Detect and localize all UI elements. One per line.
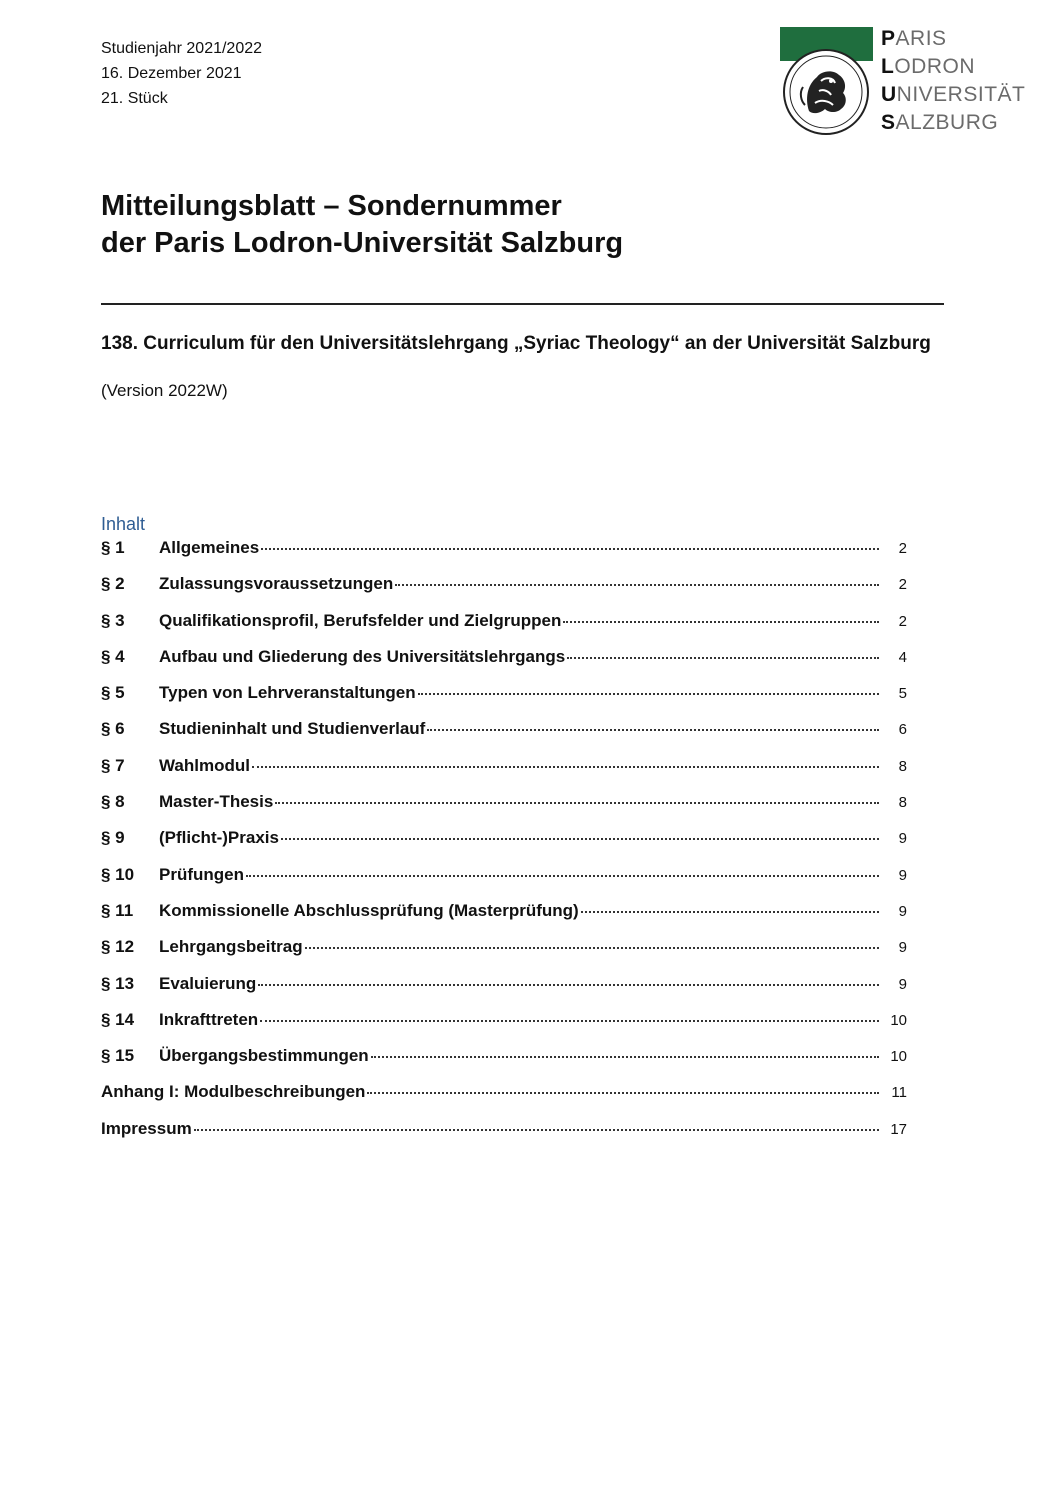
toc-entry-number: § 12 (101, 937, 135, 957)
logo-word-4: SALZBURG (881, 111, 999, 134)
toc-entry-page: 9 (898, 866, 907, 884)
toc-entry-title: Master-Thesis (159, 792, 274, 812)
toc-entry-page: 8 (898, 757, 907, 775)
logo-wordmark (881, 25, 1025, 137)
toc-entry-title: Kommissionelle Abschlussprüfung (Masterprüfung) (159, 900, 579, 920)
lion-seal-icon (781, 47, 871, 137)
toc-entry-title: Anhang I: Modulbeschreibungen (101, 1082, 366, 1102)
logo-word-3: UNIVERSITÄT (881, 83, 1026, 106)
toc-entry-number: § 4 (101, 646, 125, 666)
toc-entry-title: Impressum (101, 1118, 192, 1138)
toc-dot-leader (252, 766, 879, 768)
toc-entry[interactable] (101, 538, 907, 574)
toc-entry[interactable] (101, 1119, 907, 1155)
toc-dot-leader (427, 729, 879, 731)
toc-dot-leader (258, 984, 879, 986)
university-logo (780, 27, 1040, 134)
toc-dot-leader (367, 1092, 879, 1094)
toc-entry[interactable] (101, 828, 907, 864)
toc-entry-title: Lehrgangsbeitrag (159, 937, 303, 957)
toc-dot-leader (371, 1056, 879, 1058)
toc-entry-title: (Pflicht-)Praxis (159, 828, 279, 848)
toc-entry-title: Zulassungsvoraussetzungen (159, 574, 394, 594)
toc-dot-leader (246, 875, 879, 877)
toc-entry-number: § 13 (101, 973, 135, 993)
toc-dot-leader (305, 947, 879, 949)
toc-entry-number: § 11 (101, 900, 134, 920)
toc-entry-title: Studieninhalt und Studienverlauf (159, 719, 426, 739)
toc-entry-number: § 3 (101, 610, 125, 630)
toc-entry[interactable] (101, 901, 907, 937)
toc-entry[interactable] (101, 865, 907, 901)
toc-entry-page: 9 (898, 902, 907, 920)
toc-entry-page: 10 (890, 1011, 907, 1029)
toc-entry-number: § 8 (101, 792, 125, 812)
toc-entry-page: 9 (898, 939, 907, 957)
toc-entry-number: § 14 (101, 1009, 135, 1029)
toc-entry-title: Evaluierung (159, 973, 257, 993)
document-meta (101, 36, 262, 111)
toc-entry-title: Prüfungen (159, 864, 244, 884)
toc-dot-leader (563, 621, 879, 623)
toc-entry-number: § 1 (101, 538, 125, 557)
toc-entry-number: § 6 (101, 719, 125, 739)
toc-dot-leader (275, 802, 879, 804)
toc-entry[interactable] (101, 974, 907, 1010)
toc-entry-page: 11 (891, 1084, 907, 1102)
toc-dot-leader (581, 911, 879, 913)
toc-entry-number: § 9 (101, 828, 125, 848)
toc-entry-title: Qualifikationsprofil, Berufsfelder und Zielgruppen (159, 610, 562, 630)
toc-entry-title: Typen von Lehrveranstaltungen (159, 683, 416, 703)
toc-entry-page: 9 (898, 830, 907, 848)
logo-word-2: LODRON (881, 55, 975, 78)
toc-entry-page: 10 (890, 1048, 907, 1066)
toc-entry[interactable] (101, 647, 907, 683)
toc-entry-number: § 10 (101, 864, 135, 884)
toc-entry-number: § 5 (101, 683, 125, 703)
toc-entry-number: § 2 (101, 574, 125, 594)
toc-entry[interactable] (101, 1046, 907, 1082)
toc-entry[interactable] (101, 611, 907, 647)
toc-entry-page: 8 (898, 794, 907, 812)
toc-entry-title: Aufbau und Gliederung des Universitätslehrgangs (159, 646, 566, 666)
toc-entry-title: Inkrafttreten (159, 1009, 259, 1029)
document-subtitle: 138. Curriculum für den Universitätslehrgang „Syriac Theology“ an der Universität Salzburg (101, 333, 931, 354)
toc-heading: Inhalt (101, 514, 146, 534)
toc-entry-page: 9 (898, 975, 907, 993)
toc-dot-leader (567, 657, 879, 659)
toc-dot-leader (281, 838, 879, 840)
logo-word-1: PARIS (881, 27, 947, 50)
toc-entry[interactable] (101, 1010, 907, 1046)
toc-entry-number: § 7 (101, 755, 125, 775)
toc-dot-leader (260, 1020, 879, 1022)
toc-entry-page: 2 (898, 540, 907, 557)
toc-dot-leader (395, 584, 879, 586)
toc-entry-page: 6 (898, 721, 907, 739)
page-title (101, 188, 623, 262)
page-title-line-2: der Paris Lodron-Universität Salzburg (101, 227, 624, 259)
toc-entry-page: 2 (898, 612, 907, 630)
page-title-line-1: Mitteilungsblatt – Sondernummer (101, 190, 562, 222)
toc-entry[interactable] (101, 792, 907, 828)
issue-date: 16. Dezember 2021 (101, 65, 242, 82)
toc-entry[interactable] (101, 756, 907, 792)
toc-entry[interactable] (101, 1082, 907, 1118)
toc-entry-page: 17 (890, 1120, 907, 1138)
toc-entry-page: 5 (898, 685, 907, 703)
toc-entry-title: Übergangsbestimmungen (159, 1046, 369, 1066)
title-divider (101, 303, 944, 305)
issue-number: 21. Stück (101, 90, 168, 107)
toc-entry-title: Wahlmodul (159, 755, 250, 775)
toc-entry-title: Allgemeines (159, 538, 260, 557)
toc-entry-number: § 15 (101, 1046, 135, 1066)
toc-dot-leader (194, 1129, 879, 1131)
table-of-contents (101, 538, 907, 1155)
toc-entry[interactable] (101, 719, 907, 755)
toc-dot-leader (261, 548, 879, 550)
academic-year: Studienjahr 2021/2022 (101, 40, 263, 57)
document-version: (Version 2022W) (101, 381, 228, 400)
toc-dot-leader (418, 693, 879, 695)
toc-entry-page: 4 (898, 648, 907, 666)
toc-entry[interactable] (101, 574, 907, 610)
toc-entry-page: 2 (898, 576, 907, 594)
toc-entry[interactable] (101, 937, 907, 973)
toc-entry[interactable] (101, 683, 907, 719)
